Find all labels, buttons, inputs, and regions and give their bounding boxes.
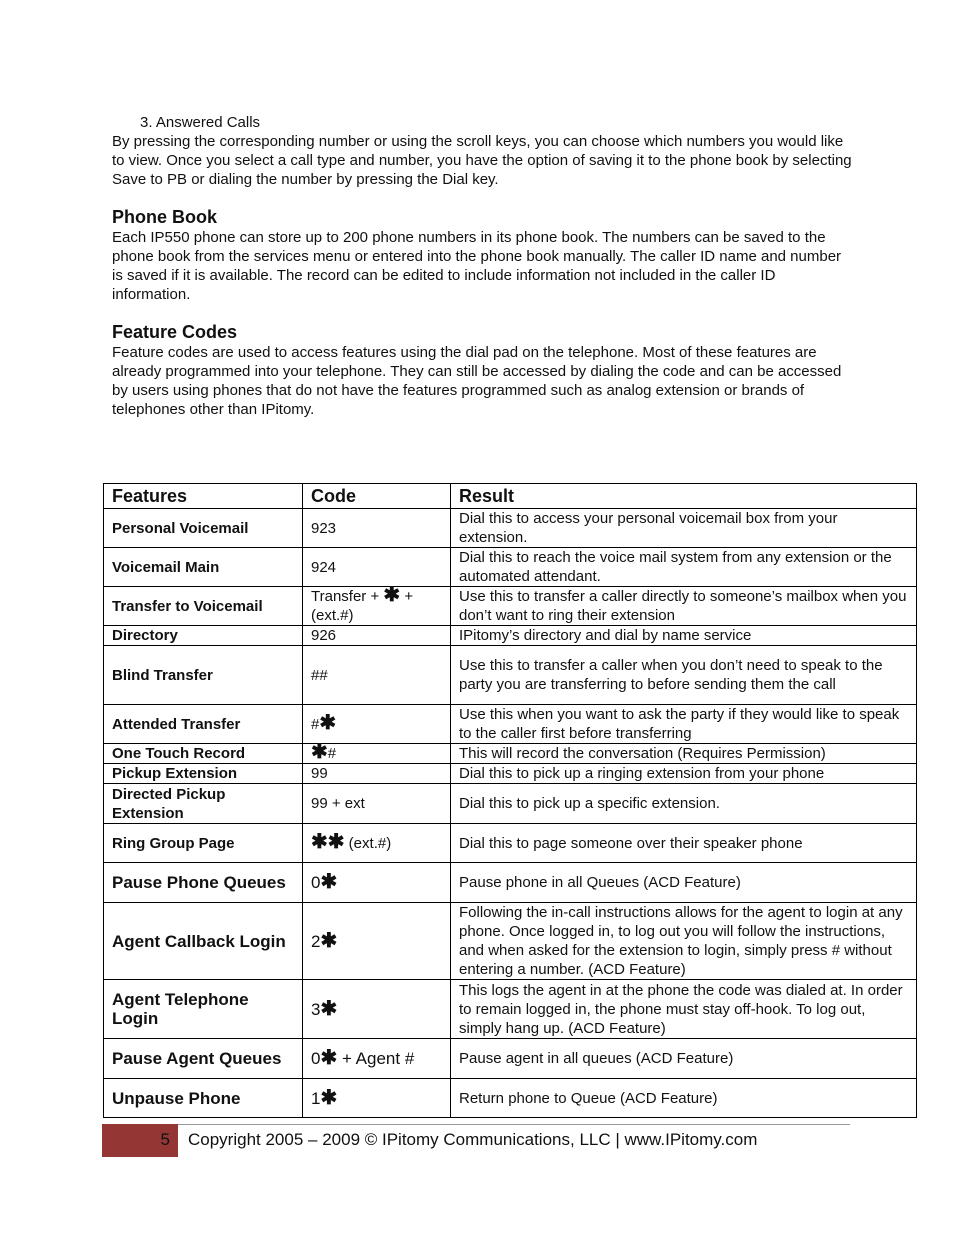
table-row (104, 548, 917, 587)
feature-code (303, 548, 451, 587)
feature-code (303, 741, 451, 764)
feature-result: This logs the agent in at the phone the code was dialed at. In order to remain logged in, the phone must stay off-hook. To log out, simply hang up. (ACD Feature) (451, 980, 917, 1039)
table-row (104, 705, 917, 744)
feature-name: Directory (104, 626, 303, 646)
intro-section (112, 113, 852, 419)
list-item-answered-calls: 3. Answered Calls (140, 114, 261, 131)
feature-code (303, 646, 451, 705)
feature-name: Pause Agent Queues (104, 1039, 303, 1079)
star-key-icon: ✱ (320, 929, 338, 952)
feature-name: Ring Group Page (104, 824, 303, 863)
feature-name: Agent Telephone Login (104, 980, 303, 1039)
feature-code (303, 509, 451, 548)
header-code: Code (303, 484, 451, 509)
code-prefix: 923 (311, 519, 337, 537)
table-row (104, 587, 917, 626)
feature-result: Use this to transfer a caller when you don’t need to speak to the party you are transferring to before sending them the call (451, 646, 917, 705)
feature-name: Personal Voicemail (104, 509, 303, 548)
feature-result: This will record the conversation (Requires Permission) (451, 744, 917, 764)
feature-name: Pause Phone Queues (104, 863, 303, 903)
feature-result: Pause agent in all queues (ACD Feature) (451, 1039, 917, 1079)
feature-codes-table (103, 483, 917, 1118)
code-prefix: 0 (311, 873, 321, 892)
feature-result: Pause phone in all Queues (ACD Feature) (451, 863, 917, 903)
feature-name: Pickup Extension (104, 764, 303, 784)
feature-code (303, 1039, 451, 1079)
feature-name: One Touch Record (104, 744, 303, 764)
page-number: 5 (160, 1130, 170, 1149)
code-prefix: Transfer + (311, 588, 384, 605)
table-row (104, 980, 917, 1039)
header-result: Result (451, 484, 917, 509)
star-key-icon: ✱ (383, 584, 401, 606)
code-suffix: # (327, 745, 337, 762)
code-suffix: + Agent # (337, 1049, 415, 1068)
footer-copyright: Copyright 2005 – 2009 © IPitomy Communications, LLC | www.IPitomy.com (188, 1130, 758, 1149)
star-key-icon: ✱ (311, 741, 328, 763)
star-key-icon: ✱ (320, 871, 338, 893)
table-body (104, 509, 917, 1118)
code-prefix: 0 (311, 1049, 321, 1068)
code-prefix: # (311, 715, 320, 733)
code-prefix: 99 + ext (311, 795, 365, 812)
feature-name: Transfer to Voicemail (104, 587, 303, 626)
feature-name: Agent Callback Login (104, 903, 303, 980)
code-prefix: 99 (311, 765, 328, 782)
feature-code (303, 626, 451, 646)
code-suffix: (ext.#) (344, 834, 392, 852)
code-prefix: 1 (311, 1088, 321, 1108)
header-features: Features (104, 484, 303, 509)
paragraph-phone-book: Each IP550 phone can store up to 200 phone numbers in its phone book. The numbers can be saved to the phone book from the services menu or entered into the phone book manually. The caller ID name and number is saved if it is available. The record can be edited to include information not included in the caller ID information. (112, 229, 842, 303)
table-row (104, 1039, 917, 1079)
heading-feature-codes: Feature Codes (112, 322, 238, 342)
feature-name: Directed Pickup Extension (104, 784, 303, 824)
feature-name: Voicemail Main (104, 548, 303, 587)
feature-name: Unpause Phone (104, 1079, 303, 1118)
star-key-icon: ✱ (320, 1086, 338, 1109)
feature-code (303, 863, 451, 903)
feature-code (303, 824, 451, 863)
code-prefix: 926 (311, 627, 337, 644)
feature-result: Dial this to access your personal voicemail box from your extension. (451, 509, 917, 548)
feature-code (303, 1079, 451, 1118)
feature-result: IPitomy’s directory and dial by name service (451, 626, 917, 646)
star-key-icon: ✱ (320, 997, 338, 1020)
table-row (104, 764, 917, 784)
footer-rule (178, 1124, 850, 1125)
table-row (104, 824, 917, 863)
table-row (104, 646, 917, 705)
code-prefix: ## (311, 666, 328, 684)
table-row (104, 626, 917, 646)
feature-result: Following the in-call instructions allows for the agent to login at any phone. Once logged in, to log out you will follow the instructions, and when asked for the extension to login, simply press # without entering a number. (ACD Feature) (451, 903, 917, 980)
feature-name: Blind Transfer (104, 646, 303, 705)
feature-result: Dial this to pick up a specific extension. (451, 784, 917, 824)
table-row (104, 1079, 917, 1118)
star-key-icon: ✱✱ (311, 830, 345, 853)
feature-result: Dial this to page someone over their speaker phone (451, 824, 917, 863)
feature-result: Return phone to Queue (ACD Feature) (451, 1079, 917, 1118)
feature-code (303, 980, 451, 1039)
table-row (104, 744, 917, 764)
code-prefix: 2 (311, 931, 321, 951)
table-row (104, 903, 917, 980)
paragraph-feature-codes: Feature codes are used to access features using the dial pad on the telephone. Most of these features are already programmed into your telephone. They can still be accessed by dialing the code and can be accessed by users using phones that do not have the features programmed such as analog extension or brands of telephones other than IPitomy. (112, 344, 842, 418)
table-row (104, 863, 917, 903)
feature-result: Dial this to pick up a ringing extension from your phone (451, 764, 917, 784)
star-key-icon: ✱ (320, 1047, 338, 1069)
feature-name: Attended Transfer (104, 705, 303, 744)
code-prefix: 3 (311, 999, 321, 1019)
table-row (104, 784, 917, 824)
heading-phone-book: Phone Book (112, 207, 218, 227)
code-prefix: 924 (311, 558, 337, 576)
paragraph-call-log: By pressing the corresponding number or using the scroll keys, you can choose which numbers you would like to view. Once you select a call type and number, you have the option of saving it to the phone book by selecting Save to PB or dialing the number by pressing the Dial key. (112, 133, 852, 188)
feature-code (303, 705, 451, 744)
feature-code (303, 584, 451, 626)
feature-code (303, 784, 451, 824)
star-key-icon: ✱ (319, 711, 337, 734)
feature-result: Use this when you want to ask the party if they would like to speak to the caller first before transferring (451, 705, 917, 744)
code-suffix: + (ext.#) (311, 588, 414, 624)
feature-result: Use this to transfer a caller directly to someone’s mailbox when you don’t want to ring their extension (451, 587, 917, 626)
feature-code (303, 903, 451, 980)
feature-code (303, 764, 451, 784)
feature-result: Dial this to reach the voice mail system from any extension or the automated attendant. (451, 548, 917, 587)
table-header-row (104, 484, 917, 509)
table-row (104, 509, 917, 548)
